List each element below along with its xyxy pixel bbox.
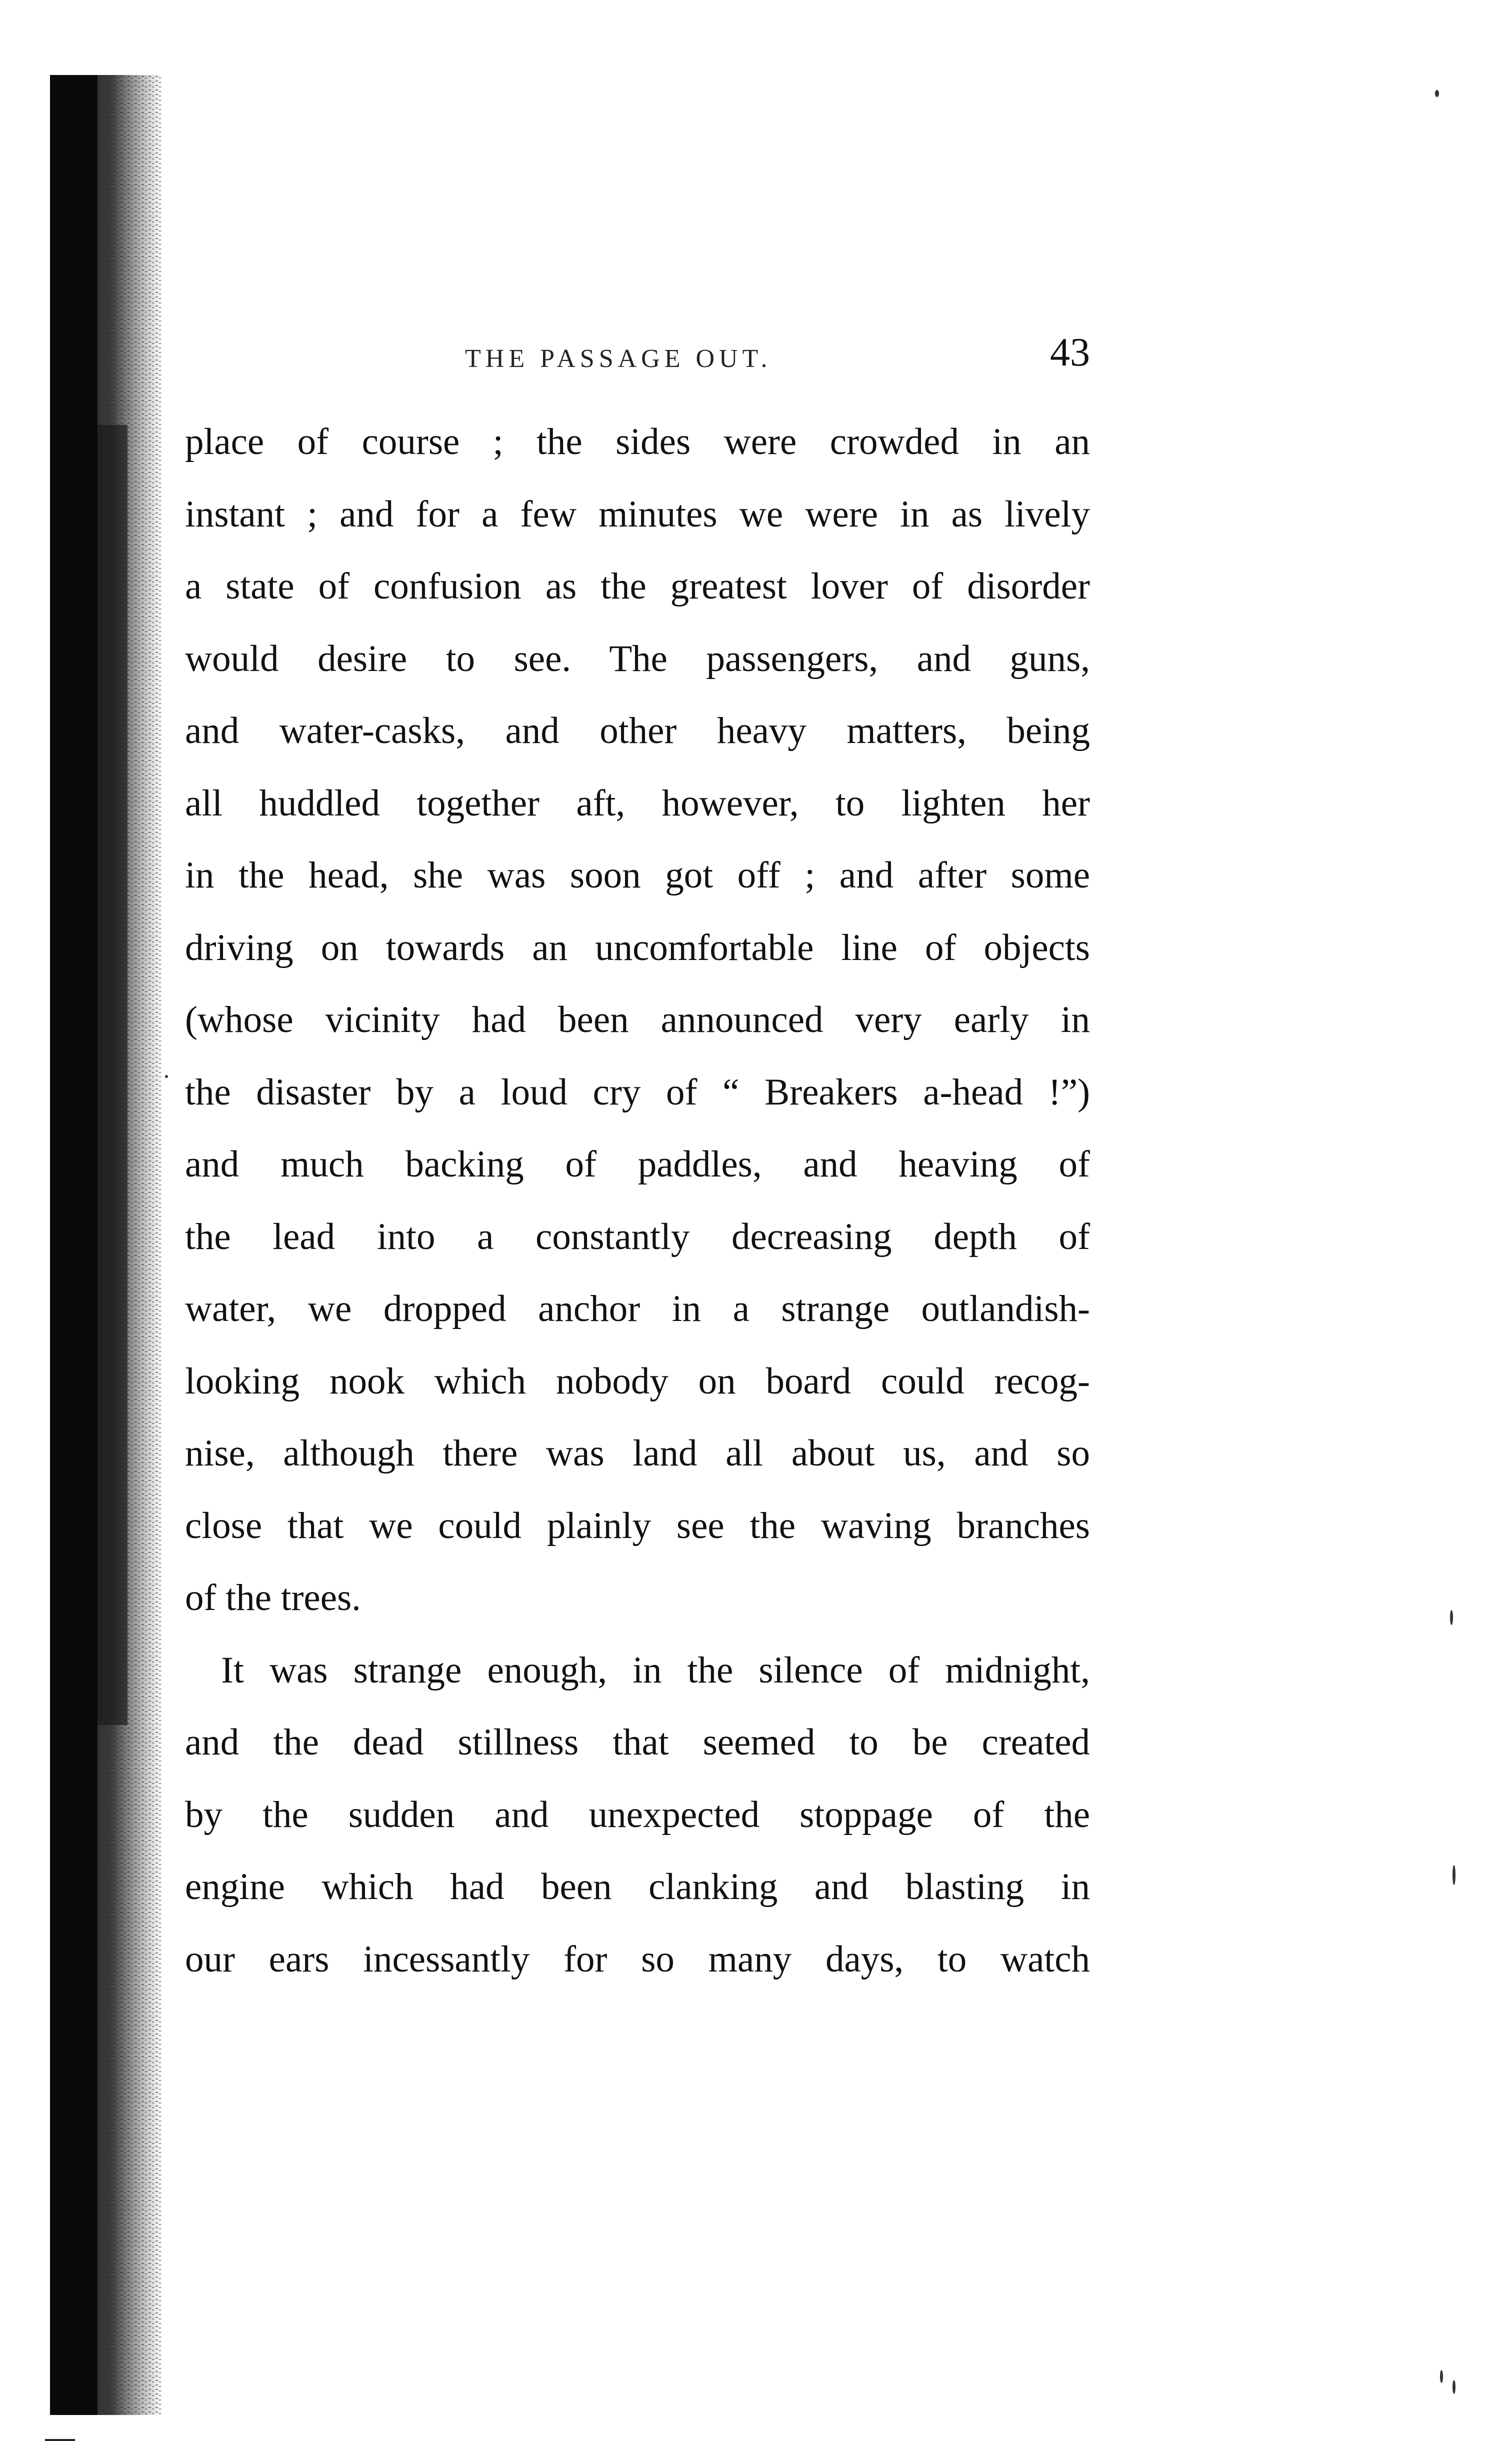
paragraph-1 xyxy=(185,406,1090,1634)
scan-speck xyxy=(1435,90,1439,97)
text-line: would desire to see. The passengers, and guns, xyxy=(185,638,1090,680)
text-line: (whose vicinity had been announced very early in xyxy=(185,999,1090,1040)
scan-speck xyxy=(1452,1865,1456,1885)
text-line: close that we could plainly see the waving branches xyxy=(185,1504,1090,1546)
text-line: and the dead stillness that seemed to be created xyxy=(185,1722,1090,1763)
text-line: the disaster by a loud cry of “ Breakers a-head !”) xyxy=(185,1071,1090,1113)
scan-speck xyxy=(1450,1610,1453,1625)
text-line: looking nook which nobody on board could recog- xyxy=(185,1360,1090,1402)
text-line: and much backing of paddles, and heaving of xyxy=(185,1144,1090,1185)
scan-speck xyxy=(1452,2380,1456,2394)
text-line: water, we dropped anchor in a strange outlandish- xyxy=(185,1288,1090,1330)
paragraph-2 xyxy=(185,1634,1090,1996)
text-line: instant ; and for a few minutes we were in as lively xyxy=(185,493,1090,535)
text-line: the lead into a constantly decreasing depth of xyxy=(185,1216,1090,1258)
scan-speck xyxy=(165,1075,168,1078)
binding-gutter-shadow xyxy=(50,75,162,2415)
text-line: driving on towards an uncomfortable line of objects xyxy=(185,926,1090,968)
text-line: a state of confusion as the greatest lover of disorder xyxy=(185,566,1090,607)
running-head: THE PASSAGE OUT. xyxy=(465,344,772,373)
text-line: in the head, she was soon got off ; and after some xyxy=(185,854,1090,896)
text-line: all huddled together aft, however, to lighten her xyxy=(185,782,1090,824)
text-line: engine which had been clanking and blasting in xyxy=(185,1866,1090,1908)
page-header xyxy=(190,330,1090,390)
text-line: by the sudden and unexpected stoppage of the xyxy=(185,1794,1090,1836)
text-line: and water-casks, and other heavy matters, being xyxy=(185,710,1090,752)
text-line: It was strange enough, in the silence of midnight, xyxy=(221,1649,1090,1691)
text-line: our ears incessantly for so many days, to watch xyxy=(185,1938,1090,1980)
text-line: of the trees. xyxy=(185,1577,361,1618)
scan-speck xyxy=(1440,2370,1443,2383)
text-line: nise, although there was land all about us, and so xyxy=(185,1432,1090,1474)
bottom-edge-rule xyxy=(45,2439,75,2441)
body-text xyxy=(185,406,1090,1996)
text-line: place of course ; the sides were crowded in an xyxy=(185,421,1090,462)
page-number: 43 xyxy=(1050,330,1090,374)
